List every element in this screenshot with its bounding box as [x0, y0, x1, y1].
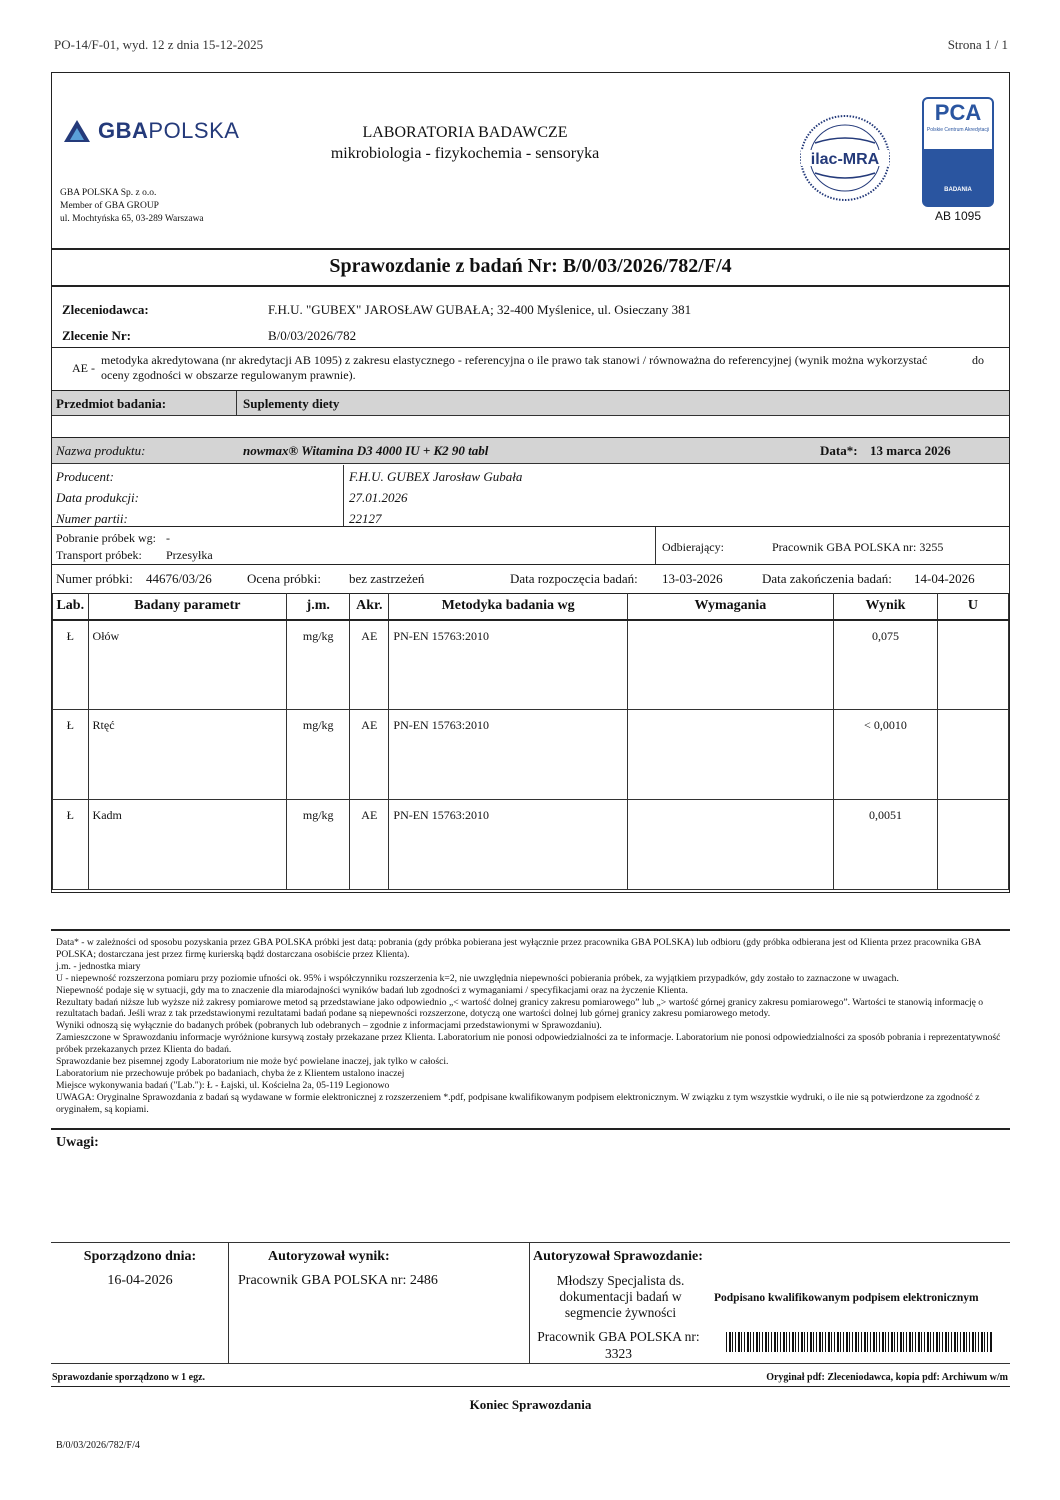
- authorized-report-role: Młodszy Specjalista ds. dokumentacji badań w segmencie żywności: [556, 1273, 685, 1320]
- footnote: UWAGA: Oryginalne Sprawozdania z badań są wydawane w formie elektronicznej z rozszerzeniem *.pdf, podpisane kwalifikowanym podpisem elektronicznym. W związku z tym wszystkie wydruki, o ile nie są potwierdzone za zgodność z oryginałem, są kopiami.: [56, 1091, 980, 1115]
- signature-status: Podpisano kwalifikowanym podpisem elektronicznym: [714, 1292, 979, 1304]
- date-value: 13 marca 2026: [870, 443, 951, 458]
- batch-label: Numer partii:: [56, 511, 128, 526]
- accreditation-number: AB 1095: [934, 209, 982, 223]
- footnote: U - niepewność rozszerzona pomiaru przy poziomie ufności ok. 95% i współczynniku rozszerzenia k=2, nie uwzględnia niepewności pobierania próbek, za wyjątkiem przypadków, gdy zostało to zaznaczone w uwagach.: [56, 972, 899, 984]
- batch-value: 22127: [349, 511, 382, 526]
- col-header-result: Wynik: [834, 594, 938, 620]
- cell-method: PN-EN 15763:2010: [389, 800, 627, 890]
- footnote: Rezultaty badań niższe lub wyższe niż zakresy pomiarowe metod są przedstawiane jako odpowiednio „< wartość dolnej granicy zakresu pomiarowego” lub „> wartość górnej granicy zakresu pomiarowego”. Wartości te stanowią informację o rezultatach badań. Jeśli wraz z tak przedstawionymi rezultatami badań podane są niepewności rozszerzone, dotyczą one wartości dolnej lub górnej granicy zakresu pomiarowego metody.: [56, 996, 984, 1020]
- footnote: Wyniki odnoszą się wyłącznie do badanych próbek (pobranych lub odebranych – zgodnie z informacjami przedstawionymi w Sprawozdaniu).: [56, 1020, 602, 1032]
- copies-note: Sprawozdanie sporządzono w 1 egz.: [52, 1372, 206, 1383]
- footnote: j.m. - jednostka miary: [56, 960, 141, 972]
- table-header-row: [53, 594, 1009, 620]
- ae-code: AE -: [72, 361, 95, 375]
- cell-result: 0,0051: [834, 800, 938, 890]
- ae-note: metodyka akredytowana (nr akredytacji AB 1095) z zakresu elastycznego - referencyjna o ile prawo tak stanowi / równoważna do referencyjnej (wynik można wykorzystać oceny zgodności w obszarze regulowanym prawnie).: [101, 353, 928, 382]
- cell-unit: mg/kg: [287, 800, 350, 890]
- company-info: GBA POLSKA Sp. z o.o. Member of GBA GROUP ul. Mochtyńska 65, 03-289 Warszawa: [60, 188, 204, 224]
- subject-bar: [52, 390, 1009, 416]
- product-name-label: Nazwa produktu:: [56, 443, 146, 458]
- divider: [51, 347, 1010, 348]
- footnote: Miejsce wykonywania badań ("Lab."): Ł - Łajski, ul. Kościelna 2a, 05-119 Legionowo: [56, 1079, 390, 1091]
- prepared-label: Sporządzono dnia:: [83, 1249, 197, 1264]
- end-date-value: 14-04-2026: [914, 571, 975, 586]
- product-bar: [52, 438, 1009, 464]
- sample-eval-label: Ocena próbki:: [247, 571, 322, 586]
- product-name-value: nowmax® Witamina D3 4000 IU + K2 90 tabl: [243, 443, 489, 458]
- cell-method: PN-EN 15763:2010: [389, 620, 627, 710]
- prepared-date: 16-04-2026: [107, 1273, 173, 1288]
- laboratory-title: LABORATORIA BADAWCZE mikrobiologia - fizykochemia - sensoryka: [330, 124, 600, 162]
- col-header-lab: Lab.: [53, 594, 89, 620]
- order-label: Zlecenie Nr:: [62, 328, 131, 343]
- cell-accreditation: AE: [350, 620, 389, 710]
- divider: [51, 285, 1010, 287]
- cell-accreditation: AE: [350, 800, 389, 890]
- original-note: Oryginał pdf: Zleceniodawca, kopia pdf: Archiwum w/m: [766, 1372, 1008, 1383]
- col-header-parameter: Badany parametr: [88, 594, 287, 620]
- cell-lab: Ł: [53, 800, 89, 890]
- production-date-label: Data produkcji:: [56, 490, 139, 505]
- results-table: [52, 593, 1009, 890]
- date-label: Data*:: [820, 443, 858, 458]
- col-header-unit: j.m.: [287, 594, 350, 620]
- page-number: Strona 1 / 1: [947, 37, 1008, 52]
- cell-lab: Ł: [53, 710, 89, 800]
- barcode-icon: [726, 1332, 992, 1352]
- footer-report-code: B/0/03/2026/782/F/4: [56, 1440, 140, 1451]
- svg-text:ilac-MRA: ilac-MRA: [810, 151, 880, 168]
- transport-label: Transport próbek:: [56, 548, 142, 562]
- sampling-value: -: [166, 531, 170, 545]
- col-header-method: Metodyka badania wg: [389, 594, 627, 620]
- client-value: F.H.U. "GUBEX" JAROSŁAW GUBAŁA; 32-400 Myślenice, ul. Osieczany 381: [268, 302, 692, 317]
- cell-uncertainty: [937, 710, 1008, 800]
- table-row: [53, 620, 1009, 710]
- cell-parameter: Ołów: [88, 620, 287, 710]
- authorized-result-worker: Pracownik GBA POLSKA nr: 2486: [238, 1273, 438, 1288]
- col-header-accreditation: Akr.: [350, 594, 389, 620]
- footnote: Laboratorium nie przechowuje próbek po badaniach, chyba że z Klientem ustalono inaczej: [56, 1067, 405, 1079]
- document-code: PO-14/F-01, wyd. 12 z dnia 15-12-2025: [54, 37, 264, 52]
- start-date-label: Data rozpoczęcia badań:: [510, 571, 638, 586]
- footnote: Sprawozdanie bez pisemnej zgody Laboratorium nie może być powielane inaczej, jak tylko w całości.: [56, 1056, 449, 1068]
- cell-parameter: Rtęć: [88, 710, 287, 800]
- receiver-value: Pracownik GBA POLSKA nr: 3255: [772, 540, 944, 554]
- col-header-requirements: Wymagania: [627, 594, 833, 620]
- cell-result: 0,075: [834, 620, 938, 710]
- producer-label: Producent:: [56, 469, 114, 484]
- producer-value: F.H.U. GUBEX Jarosław Gubała: [349, 469, 523, 484]
- col-header-uncertainty: U: [937, 594, 1008, 620]
- subject-label: Przedmiot badania:: [56, 396, 167, 411]
- gba-logo-icon: [62, 118, 92, 144]
- sample-number-value: 44676/03/26: [146, 571, 212, 586]
- cell-parameter: Kadm: [88, 800, 287, 890]
- cell-lab: Ł: [53, 620, 89, 710]
- subject-value: Suplementy diety: [243, 396, 340, 411]
- table-row: [53, 800, 1009, 890]
- sample-number-label: Numer próbki:: [56, 571, 133, 586]
- gba-logo: [62, 118, 239, 144]
- cell-unit: mg/kg: [287, 620, 350, 710]
- start-date-value: 13-03-2026: [662, 571, 723, 586]
- footnote: Zamieszczone w Sprawozdaniu informacje wyróżnione kursywą zostały przekazane przez Klienta. Laboratorium nie ponosi odpowiedzialności za te informacje. Laboratorium nie ponosi odpowiedzialności za sposób pobrania i reprezentatywność próbek przekazanych przez Klienta do badań.: [56, 1032, 1001, 1056]
- table-row: [53, 710, 1009, 800]
- receiver-label: Odbierający:: [662, 540, 724, 554]
- authorized-report-worker: Pracownik GBA POLSKA nr: 3323: [537, 1329, 700, 1361]
- transport-value: Przesyłka: [166, 548, 213, 562]
- end-of-report: Koniec Sprawozdania: [469, 1397, 592, 1412]
- cell-requirements: [627, 620, 833, 710]
- pca-accreditation-badge: PCA Polskie Centrum Akredytacji BADANIA: [922, 97, 994, 207]
- footnotes: [56, 937, 1004, 1116]
- authorized-result-label: Autoryzował wynik:: [268, 1249, 390, 1264]
- cell-accreditation: AE: [350, 710, 389, 800]
- ae-note-end: do: [972, 353, 984, 367]
- client-label: Zleceniodawca:: [62, 302, 149, 317]
- divider: [51, 248, 1010, 250]
- footnote: Data* - w zależności od sposobu pozyskania przez GBA POLSKA próbki jest datą: pobrania (gdy próbka pobierana jest wyłącznie przez pracownika GBA POLSKA) lub odbioru (gdy próbka odbierana jest od Klienta przez pracownika GBA POLSKA; dostarczana jest przez firmę kurierską bądź dostarczana osobiście przez Klienta).: [56, 937, 981, 960]
- cell-uncertainty: [937, 800, 1008, 890]
- cell-uncertainty: [937, 620, 1008, 710]
- logo-text: GBAPOLSKA: [98, 118, 240, 143]
- production-date-value: 27.01.2026: [349, 490, 408, 505]
- report-title: Sprawozdanie z badań Nr: B/0/03/2026/782/F/4: [329, 255, 732, 277]
- ilac-mra-seal-icon: [797, 113, 893, 203]
- sample-eval-value: bez zastrzeżeń: [349, 571, 425, 586]
- cell-requirements: [627, 800, 833, 890]
- order-value: B/0/03/2026/782: [268, 328, 357, 343]
- cell-requirements: [627, 710, 833, 800]
- remarks-label: Uwagi:: [56, 1135, 99, 1150]
- end-date-label: Data zakończenia badań:: [762, 571, 892, 586]
- cell-method: PN-EN 15763:2010: [389, 710, 627, 800]
- footnote: Niepewność podaje się w sytuacji, gdy ma to znaczenie dla miarodajności wyników badań lub zgodności z wymaganiami / specyfikacjami oraz na życzenie Klienta.: [56, 984, 688, 996]
- sampling-label: Pobranie próbek wg:: [56, 531, 156, 545]
- authorized-report-label: Autoryzował Sprawozdanie:: [533, 1249, 703, 1264]
- cell-unit: mg/kg: [287, 710, 350, 800]
- cell-result: < 0,0010: [834, 710, 938, 800]
